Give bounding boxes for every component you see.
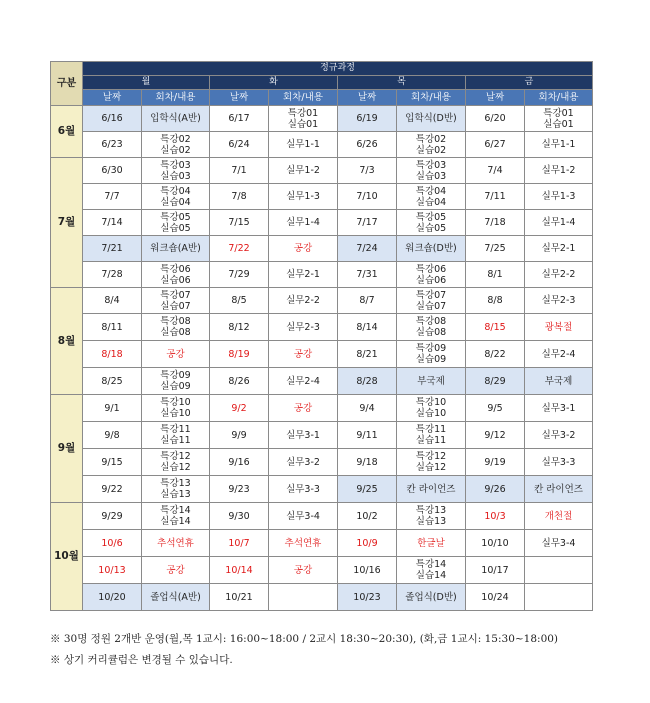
content-cell [142,449,210,476]
content-cell [142,584,210,611]
date-cell: 10/23 [338,584,397,611]
content-line-1: 실무1-4 [286,217,320,228]
header-row-top [51,62,593,76]
content-cell [525,236,593,262]
content-line-1: 공강 [293,348,313,360]
date-cell: 9/26 [466,476,525,503]
table-row [51,530,593,557]
content-line-2: 실습06 [160,274,191,286]
content-line-1: 실무2-4 [541,348,576,360]
col-date-header: 날짜 [466,90,525,106]
content-cell [142,530,210,557]
content-line-1: 특강03 [415,159,447,171]
content-line-2: 실습07 [160,300,191,312]
content-line-2: 실습13 [415,516,447,527]
content-line-2: 실습09 [160,381,191,392]
content-line-2: 실습03 [160,170,191,182]
content-line-2: 실습02 [160,144,191,156]
table-row [51,132,593,158]
content-cell [397,184,466,210]
content-cell [142,341,210,368]
content-line-2: 실습12 [160,462,191,473]
date-cell: 9/30 [210,503,269,530]
table-row [51,288,593,314]
note-schedule: ※ 30명 정원 2개반 운영(월,목 1교시: 16:00~18:00 / 2교시 18:30~20:30), (화,금 1교시: 15:30~18:00) [50,633,559,645]
content-line-1: 특강10 [415,397,447,408]
content-line-2: 실습01 [287,118,319,130]
day-header-mon: 월 [83,76,210,90]
content-line-1: 광복절 [544,321,573,333]
content-line-2: 실습12 [415,462,447,473]
content-line-2: 실습08 [160,327,191,338]
date-cell: 10/24 [466,584,525,611]
date-cell: 7/31 [338,262,397,288]
table-row [51,422,593,449]
content-cell [269,422,338,449]
table-row [51,184,593,210]
content-line-1: 실무3-1 [541,402,576,414]
content-cell [269,341,338,368]
content-cell [525,557,593,584]
date-cell: 7/7 [83,184,142,210]
date-cell: 6/17 [210,106,269,132]
table-row [51,368,593,395]
content-line-2: 실습14 [160,516,191,527]
content-line-1: 특강02 [160,133,191,145]
month-label: 7월 [51,158,83,288]
content-line-1: 실무2-2 [541,269,576,280]
content-cell [142,557,210,584]
content-line-1: 부국제 [544,375,573,387]
content-cell [142,132,210,158]
date-cell: 8/19 [210,341,269,368]
date-cell: 8/21 [338,341,397,368]
content-cell [142,288,210,314]
content-line-1: 특강09 [415,343,447,354]
content-cell [397,557,466,584]
content-cell [142,262,210,288]
content-cell [269,106,338,132]
content-line-1: 특강10 [160,397,191,408]
content-line-1: 특강02 [415,133,447,145]
content-cell [269,288,338,314]
content-cell [525,314,593,341]
content-line-1: 특강14 [160,505,191,516]
date-cell: 8/11 [83,314,142,341]
date-cell: 9/19 [466,449,525,476]
content-line-1: 실무1-4 [541,217,576,228]
content-line-1: 입학식(A반) [150,113,201,124]
content-cell [525,288,593,314]
content-cell [397,422,466,449]
col-content-header: 회차/내용 [142,90,210,106]
content-cell [142,314,210,341]
content-line-1: 실무1-2 [286,165,320,176]
date-cell: 10/6 [83,530,142,557]
content-cell [142,503,210,530]
date-cell: 9/25 [338,476,397,503]
content-line-2: 실습02 [415,144,447,156]
content-cell [397,341,466,368]
content-line-1: 특강08 [415,316,447,327]
date-cell: 8/22 [466,341,525,368]
content-line-2: 실습05 [415,222,447,234]
content-line-1: 실무1-1 [286,139,320,150]
content-cell [397,530,466,557]
content-cell [142,184,210,210]
date-cell: 8/5 [210,288,269,314]
content-line-1: 특강03 [160,159,191,171]
date-cell: 7/25 [466,236,525,262]
content-cell [525,476,593,503]
content-line-1: 실무1-3 [541,191,576,202]
table-row [51,449,593,476]
content-cell [269,449,338,476]
date-cell: 9/23 [210,476,269,503]
content-cell [525,368,593,395]
date-cell: 9/1 [83,395,142,422]
date-cell: 10/2 [338,503,397,530]
content-cell [142,158,210,184]
date-cell: 7/10 [338,184,397,210]
table-row [51,236,593,262]
date-cell: 7/11 [466,184,525,210]
content-cell [525,503,593,530]
header-row-columns [51,90,593,106]
date-cell: 8/25 [83,368,142,395]
date-cell: 9/4 [338,395,397,422]
content-line-1: 실무3-3 [286,483,320,495]
date-cell: 10/3 [466,503,525,530]
content-line-2: 실습04 [415,196,447,208]
table-row [51,503,593,530]
content-line-1: 실무3-3 [541,456,576,468]
date-cell: 8/14 [338,314,397,341]
content-line-1: 개천절 [544,510,573,522]
table-row [51,106,593,132]
content-cell [397,262,466,288]
date-cell: 7/15 [210,210,269,236]
content-line-2: 실습13 [160,489,191,500]
content-cell [397,368,466,395]
date-cell: 7/1 [210,158,269,184]
content-line-1: 실무2-4 [286,375,320,387]
date-cell: 6/16 [83,106,142,132]
content-line-1: 특강12 [415,451,447,462]
content-cell [397,288,466,314]
content-cell [525,210,593,236]
col-content-header: 회차/내용 [397,90,466,106]
content-cell [269,476,338,503]
content-line-1: 공강 [293,564,313,576]
content-cell [269,210,338,236]
content-line-2: 실습01 [543,118,574,130]
content-cell [269,503,338,530]
content-line-1: 공강 [293,402,313,414]
content-line-2: 실습11 [415,435,447,446]
date-cell: 8/29 [466,368,525,395]
content-cell [525,449,593,476]
date-cell: 7/14 [83,210,142,236]
content-line-1: 칸 라이언즈 [406,483,456,495]
date-cell: 10/13 [83,557,142,584]
content-cell [525,395,593,422]
table-row [51,584,593,611]
content-line-1: 특강13 [415,505,447,516]
day-header-tue: 화 [210,76,338,90]
content-cell [397,158,466,184]
date-cell: 10/16 [338,557,397,584]
date-cell: 7/3 [338,158,397,184]
content-line-1: 공강 [166,564,185,576]
month-label: 6월 [51,106,83,158]
content-line-2: 실습09 [415,354,447,365]
content-line-1: 공강 [293,243,313,254]
date-cell: 9/5 [466,395,525,422]
content-cell [269,262,338,288]
date-cell: 10/10 [466,530,525,557]
content-line-1: 특강07 [415,289,447,301]
date-cell: 6/27 [466,132,525,158]
content-line-2: 실습14 [415,570,447,581]
date-cell: 7/17 [338,210,397,236]
content-cell [397,395,466,422]
date-cell: 8/15 [466,314,525,341]
content-line-2: 실습06 [415,274,447,286]
date-cell: 8/1 [466,262,525,288]
content-line-1: 워크숍(A반) [150,243,201,254]
date-cell: 10/7 [210,530,269,557]
note-change: ※ 상기 커리큘럼은 변경될 수 있습니다. [50,654,233,666]
content-line-1: 특강08 [160,316,191,327]
content-cell [525,132,593,158]
content-line-2: 실습07 [415,300,447,312]
content-cell [397,503,466,530]
content-cell [142,106,210,132]
date-cell: 10/17 [466,557,525,584]
date-cell: 8/8 [466,288,525,314]
month-label: 9월 [51,395,83,503]
content-line-2: 실습05 [160,222,191,234]
regular-course-header: 정규과정 [83,62,593,76]
content-cell [269,236,338,262]
content-line-1: 입학식(D반) [405,113,457,124]
col-date-header: 날짜 [83,90,142,106]
content-line-1: 공강 [166,348,185,360]
content-line-2: 실습10 [415,408,447,419]
content-line-1: 실무1-2 [541,165,576,176]
content-cell [525,422,593,449]
date-cell: 8/18 [83,341,142,368]
content-line-2: 실습08 [415,327,447,338]
gubun-header: 구분 [51,62,83,106]
col-content-header: 회차/내용 [269,90,338,106]
date-cell: 10/20 [83,584,142,611]
content-cell [525,584,593,611]
table-row [51,557,593,584]
date-cell: 9/29 [83,503,142,530]
date-cell: 10/21 [210,584,269,611]
content-line-1: 워크숍(D반) [405,243,457,254]
content-line-1: 졸업식(D반) [405,591,457,603]
month-label: 10월 [51,503,83,611]
date-cell: 9/8 [83,422,142,449]
content-line-1: 특강11 [415,424,447,435]
content-line-1: 실무2-3 [286,321,320,333]
content-cell [525,158,593,184]
date-cell: 7/28 [83,262,142,288]
date-cell: 7/21 [83,236,142,262]
content-cell [525,262,593,288]
content-line-1: 실무1-1 [541,139,576,150]
date-cell: 6/20 [466,106,525,132]
content-line-2: 실습04 [160,196,191,208]
date-cell: 8/26 [210,368,269,395]
content-line-1: 특강07 [160,289,191,301]
table-row [51,262,593,288]
date-cell: 9/9 [210,422,269,449]
content-line-1: 특강06 [415,263,447,275]
col-date-header: 날짜 [210,90,269,106]
content-line-1: 부국제 [417,375,445,387]
date-cell: 7/22 [210,236,269,262]
content-line-2: 실습03 [415,170,447,182]
content-cell [142,210,210,236]
date-cell: 9/15 [83,449,142,476]
content-cell [142,395,210,422]
content-cell [397,132,466,158]
date-cell: 7/8 [210,184,269,210]
date-cell: 6/23 [83,132,142,158]
content-line-1: 특강04 [160,185,191,197]
content-cell [397,210,466,236]
content-line-1: 추석연휴 [157,537,194,549]
content-cell [269,557,338,584]
date-cell: 7/24 [338,236,397,262]
content-cell [142,236,210,262]
content-cell [397,584,466,611]
content-cell [269,132,338,158]
month-label: 8월 [51,288,83,395]
table-row [51,341,593,368]
content-line-1: 실무2-1 [541,243,576,254]
content-cell [397,449,466,476]
date-cell: 6/26 [338,132,397,158]
table-row [51,314,593,341]
content-line-1: 실무3-2 [541,429,576,441]
content-cell [269,584,338,611]
content-line-1: 실무3-4 [541,537,576,549]
day-header-fri: 금 [466,76,593,90]
header-row-days [51,76,593,90]
content-cell [142,368,210,395]
content-line-1: 실무3-2 [286,456,320,468]
content-cell [397,236,466,262]
content-line-1: 추석연휴 [284,537,322,549]
date-cell: 8/7 [338,288,397,314]
content-line-1: 특강04 [415,185,447,197]
date-cell: 8/28 [338,368,397,395]
content-cell [269,395,338,422]
content-line-1: 특강05 [160,211,191,223]
date-cell: 9/12 [466,422,525,449]
date-cell: 8/12 [210,314,269,341]
table-row [51,210,593,236]
content-line-1: 특강11 [160,424,191,435]
content-line-1: 실무2-1 [286,269,320,280]
content-cell [525,184,593,210]
content-line-1: 특강05 [415,211,447,223]
content-cell [397,476,466,503]
date-cell: 10/9 [338,530,397,557]
content-line-1: 특강12 [160,451,191,462]
content-cell [142,476,210,503]
content-line-1: 실무2-2 [286,295,320,306]
content-cell [269,530,338,557]
day-header-thu: 목 [338,76,466,90]
content-cell [525,341,593,368]
content-line-1: 특강13 [160,478,191,489]
date-cell: 6/19 [338,106,397,132]
date-cell: 7/29 [210,262,269,288]
date-cell: 9/2 [210,395,269,422]
table-row [51,476,593,503]
content-line-1: 특강06 [160,263,191,275]
content-cell [269,368,338,395]
content-line-1: 졸업식(A반) [150,591,201,603]
content-line-1: 실무1-3 [286,191,320,202]
date-cell: 10/14 [210,557,269,584]
date-cell: 9/16 [210,449,269,476]
table-row [51,158,593,184]
content-line-1: 한글날 [417,537,445,549]
content-line-2: 실습11 [160,435,191,446]
date-cell: 9/22 [83,476,142,503]
date-cell: 9/11 [338,422,397,449]
content-line-1: 실무3-4 [286,510,320,522]
content-line-2: 실습10 [160,408,191,419]
content-cell [397,314,466,341]
col-content-header: 회차/내용 [525,90,593,106]
content-cell [269,314,338,341]
content-line-1: 칸 라이언즈 [534,483,583,495]
content-line-1: 실무2-3 [541,295,576,306]
date-cell: 6/30 [83,158,142,184]
content-line-1: 특강01 [543,107,574,119]
content-cell [269,158,338,184]
curriculum-table [50,61,593,611]
date-cell: 8/4 [83,288,142,314]
date-cell: 7/18 [466,210,525,236]
date-cell: 7/4 [466,158,525,184]
date-cell: 9/18 [338,449,397,476]
content-line-1: 실무3-1 [286,429,320,441]
content-line-1: 특강01 [287,107,319,119]
content-cell [142,422,210,449]
content-line-1: 특강14 [415,559,447,570]
content-line-1: 특강09 [160,370,191,381]
content-cell [269,184,338,210]
date-cell: 6/24 [210,132,269,158]
content-cell [397,106,466,132]
table-row [51,395,593,422]
col-date-header: 날짜 [338,90,397,106]
content-cell [525,530,593,557]
content-cell [525,106,593,132]
